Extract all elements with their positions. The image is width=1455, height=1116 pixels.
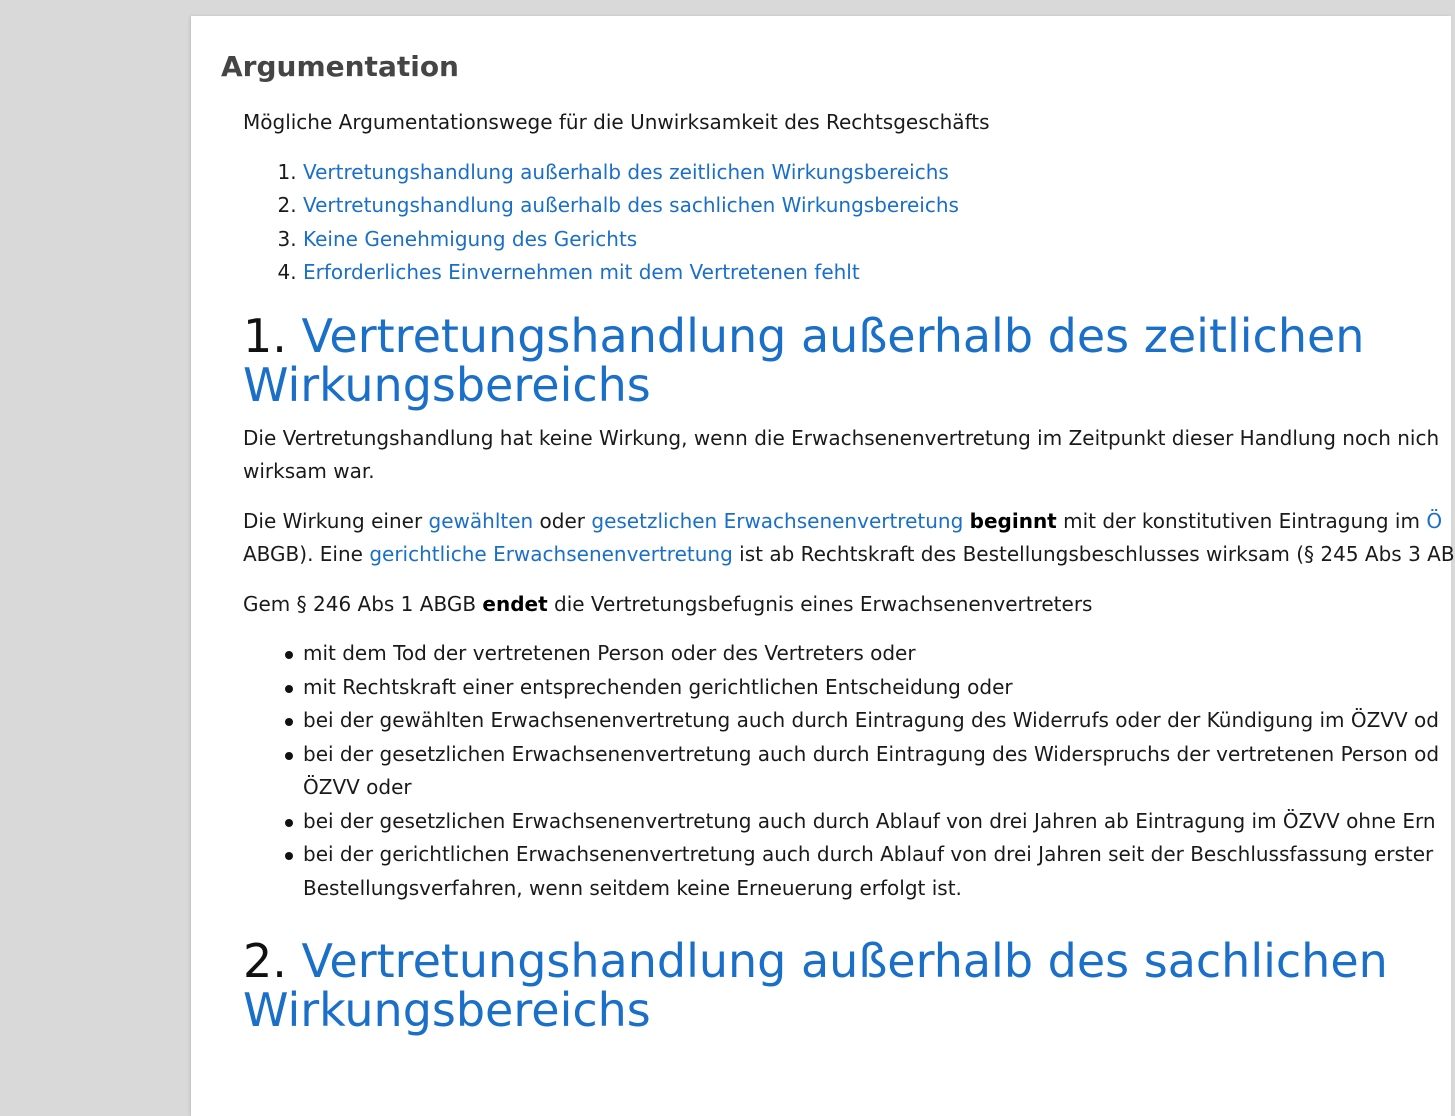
toc-item: [303, 256, 1443, 290]
toc-item: [303, 156, 1443, 190]
toc-link-3[interactable]: Keine Genehmigung des Gerichts: [303, 226, 638, 251]
link-gewaehlte[interactable]: gewählten: [428, 508, 534, 533]
section-1-paragraph-3: Gem § 246 Abs 1 ABGB endet die Vertretungsbefugnis eines Erwachsenenvertreters: [243, 591, 1093, 616]
toc-item: [303, 189, 1443, 223]
section-1-heading: [243, 308, 1443, 412]
section-2-heading: [243, 934, 1443, 1037]
list-item: mit dem Tod der vertretenen Person oder des Vertreters oder: [303, 637, 1443, 671]
toc-link-4[interactable]: Erforderliches Einvernehmen mit dem Vertretenen fehlt: [303, 260, 860, 284]
list-item: bei der gesetzlichen Erwachsenenvertretung auch durch Eintragung des Widerspruchs der vertretenen Person od ÖZVV oder: [303, 738, 1443, 805]
list-item: bei der gesetzlichen Erwachsenenvertretung auch durch Ablauf von drei Jahren ab Eintragung im ÖZVV ohne Ern: [303, 805, 1443, 839]
bullet-icon: [285, 718, 293, 726]
table-of-contents: [243, 156, 1443, 290]
termination-list: [243, 637, 1443, 905]
section-1-paragraph-1: Die Vertretungshandlung hat keine Wirkung, wenn die Erwachsenenvertretung im Zeitpunkt dieser Handlung noch nich wirksam war.: [243, 425, 1440, 483]
bullet-icon: [285, 852, 293, 860]
list-item: mit Rechtskraft einer entsprechenden gerichtlichen Entscheidung oder: [303, 671, 1443, 705]
bold-beginnt: beginnt: [969, 508, 1057, 533]
bold-endet: endet: [482, 591, 548, 616]
section-1-title-link[interactable]: Vertretungshandlung außerhalb des zeitlichen Wirkungsbereichs: [243, 308, 1365, 412]
page-title: Argumentation: [221, 50, 459, 83]
intro-text: Mögliche Argumentationswege für die Unwirksamkeit des Rechtsgeschäfts: [243, 110, 990, 134]
bullet-icon: [285, 819, 293, 827]
section-2-title-link[interactable]: Vertretungshandlung außerhalb des sachlichen Wirkungsbereichs: [243, 934, 1388, 1037]
section-2-number: 2.: [243, 934, 287, 988]
bullet-icon: [285, 752, 293, 760]
link-oezvv[interactable]: Ö: [1426, 508, 1443, 533]
link-gesetzliche-erwachsenenvertretung[interactable]: gesetzlichen Erwachsenenvertretung: [591, 508, 964, 533]
toc-link-2[interactable]: Vertretungshandlung außerhalb des sachlichen Wirkungsbereichs: [303, 193, 959, 217]
section-1-paragraph-2: Die Wirkung einer gewählten oder gesetzlichen Erwachsenenvertretung beginnt mit der konstitutiven Eintragung im Ö ABGB). Eine gerichtliche Erwachsenenvertretung ist ab Rechtskraft des Bestellungsbeschlusses wirksam (§ 245 Abs 3 AB: [243, 508, 1455, 566]
list-item: bei der gewählten Erwachsenenvertretung auch durch Eintragung des Widerrufs oder der Kündigung im ÖZVV od: [303, 704, 1443, 738]
bullet-icon: [285, 685, 293, 693]
list-item: bei der gerichtlichen Erwachsenenvertretung auch durch Ablauf von drei Jahren seit der Beschlussfassung erster Bestellungsverfahren, wenn seitdem keine Erneuerung erfolgt ist.: [303, 838, 1443, 905]
bullet-icon: [285, 651, 293, 659]
link-gerichtliche-erwachsenenvertretung[interactable]: gerichtliche Erwachsenenvertretung: [369, 542, 733, 566]
section-1-number: 1.: [243, 308, 287, 363]
toc-item: [303, 223, 1443, 257]
document-page: [191, 16, 1455, 1116]
content-body: [243, 106, 1455, 1047]
toc-link-1[interactable]: Vertretungshandlung außerhalb des zeitlichen Wirkungsbereichs: [303, 159, 949, 184]
